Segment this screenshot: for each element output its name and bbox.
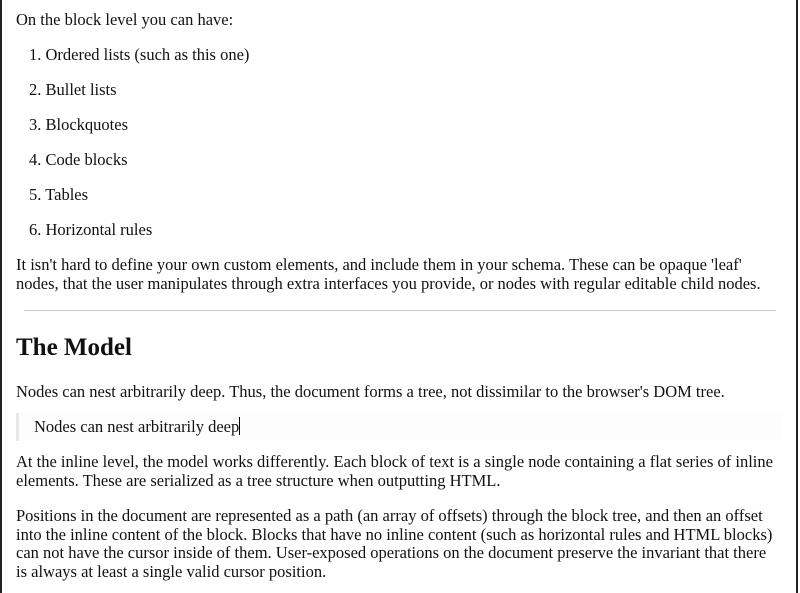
block-types-list[interactable] bbox=[29, 46, 729, 256]
nesting-paragraph[interactable]: Nodes can nest arbitrarily deep. Thus, the document forms a tree, not dissimilar to the browser's DOM tree. bbox=[16, 382, 725, 401]
list-item[interactable]: 3. Blockquotes bbox=[29, 115, 128, 134]
custom-elements-paragraph[interactable]: It isn't hard to define your own custom elements, and include them in your schema. These can be opaque 'leaf' nodes, that the user manipulates through extra interfaces you provide, or nodes with regular editable child nodes. bbox=[16, 255, 761, 293]
list-item[interactable]: 4. Code blocks bbox=[29, 150, 128, 169]
model-heading[interactable]: The Model bbox=[16, 334, 132, 361]
list-item[interactable]: 1. Ordered lists (such as this one) bbox=[29, 45, 250, 64]
list-item[interactable]: 2. Bullet lists bbox=[29, 80, 117, 99]
text-cursor bbox=[239, 417, 240, 435]
blockquote-text-wrapper[interactable] bbox=[34, 417, 240, 437]
blockquote-text[interactable]: Nodes can nest arbitrarily deep bbox=[34, 417, 240, 436]
intro-paragraph[interactable]: On the block level you can have: bbox=[16, 10, 234, 29]
list-item[interactable]: 5. Tables bbox=[29, 185, 89, 204]
horizontal-rule bbox=[24, 310, 776, 311]
list-item[interactable]: 6. Horizontal rules bbox=[29, 220, 153, 239]
inline-level-paragraph[interactable]: At the inline level, the model works differently. Each block of text is a single node containing a flat series of inline elements. These are serialized as a tree structure when outputting HTML. bbox=[16, 452, 773, 490]
blockquote[interactable] bbox=[16, 413, 782, 441]
positions-paragraph[interactable]: Positions in the document are represented as a path (an array of offsets) through the block tree, and then an offset into the inline content of the block. Blocks that have no inline content (such as horizontal rules and HTML blocks) can not have the cursor inside of them. User-exposed operations on the document preserve the invariant that there is always at least a single valid cursor position. bbox=[16, 506, 773, 581]
